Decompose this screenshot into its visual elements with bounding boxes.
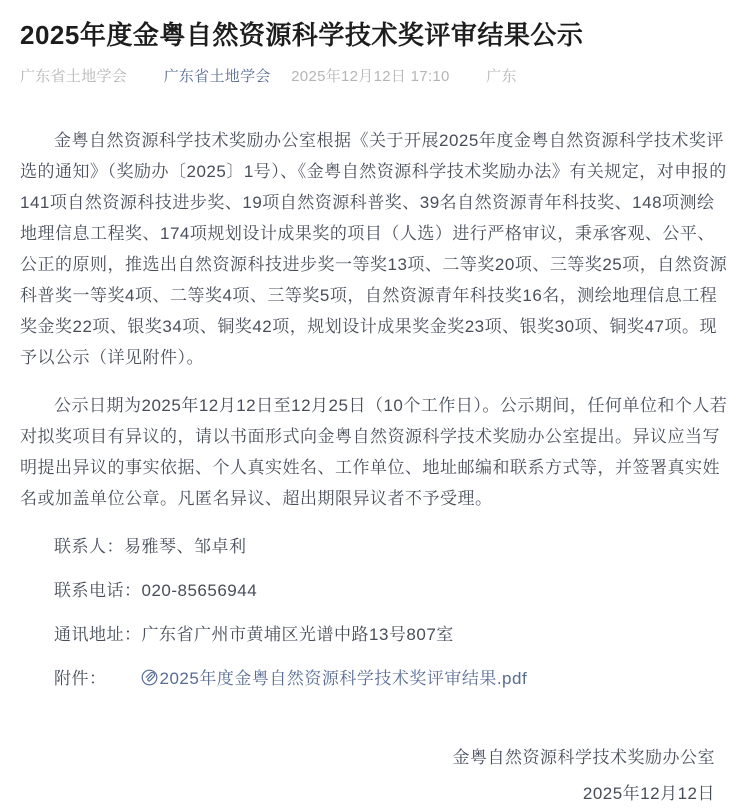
contact-person-line: 联系人：易雅琴、邹卓利 (54, 537, 247, 556)
article-body (20, 125, 730, 809)
article-title: 2025年度金粤自然资源科学技术奖评审结果公示 (20, 20, 584, 50)
signature-date: 2025年12月12日 (582, 784, 715, 803)
body-paragraph: 公示日期为2025年12月12日至12月25日（10个工作日）。公示期间，任何单位和个人若对拟奖项目有异议的，请以书面形式向金粤自然资源科学技术奖励办公室提出。异议应当写明提出异议的事实依据、个人真实姓名、工作单位、地址邮编和联系方式等，并签署真实姓名或加盖单位公章。凡匿名异议、超出期限异议者不予受理。 (20, 396, 728, 508)
publish-time: 2025年12月12日 17:10 (291, 68, 450, 85)
contact-address-line: 通讯地址：广东省广州市黄埔区光谱中路13号807室 (54, 625, 454, 644)
account-link[interactable]: 广东省土地学会 (163, 68, 271, 85)
body-paragraph: 金粤自然资源科学技术奖励办公室根据《关于开展2025年度金粤自然资源科学技术奖评选的通知》（奖励办〔2025〕1号）、《金粤自然资源科学技术奖励办法》有关规定，对申报的141项自然资源科技进步奖、19项自然资源科普奖、39名自然资源青年科技奖、148项测绘地理信息工程奖、174项规划设计成果奖的项目（人选）进行严格审议，秉承客观、公平、公正的原则，推选出自然资源科技进步奖一等奖13项、二等奖20项、三等奖25项，自然资源科普奖一等奖4项、二等奖4项、三等奖5项，自然资源青年科技奖16名，测绘地理信息工程奖金奖22项、银奖34项、铜奖42项，规划设计成果奖金奖23项、银奖30项、铜奖47项。现予以公示（详见附件）。 (20, 131, 728, 367)
attachment-label: 附件： (54, 669, 107, 688)
contact-phone-line: 联系电话：020-85656944 (54, 581, 258, 600)
attachment-file-name: 2025年度金粤自然资源科学技术奖评审结果.pdf (159, 669, 528, 688)
paperclip-circle-icon (107, 665, 158, 696)
attachment-link[interactable] (107, 669, 528, 688)
signature-org: 金粤自然资源科学技术奖励办公室 (452, 748, 715, 767)
attachment-line (20, 663, 730, 696)
author-name: 广东省土地学会 (20, 68, 128, 85)
article-meta (20, 66, 730, 87)
publish-location: 广东 (486, 68, 517, 85)
